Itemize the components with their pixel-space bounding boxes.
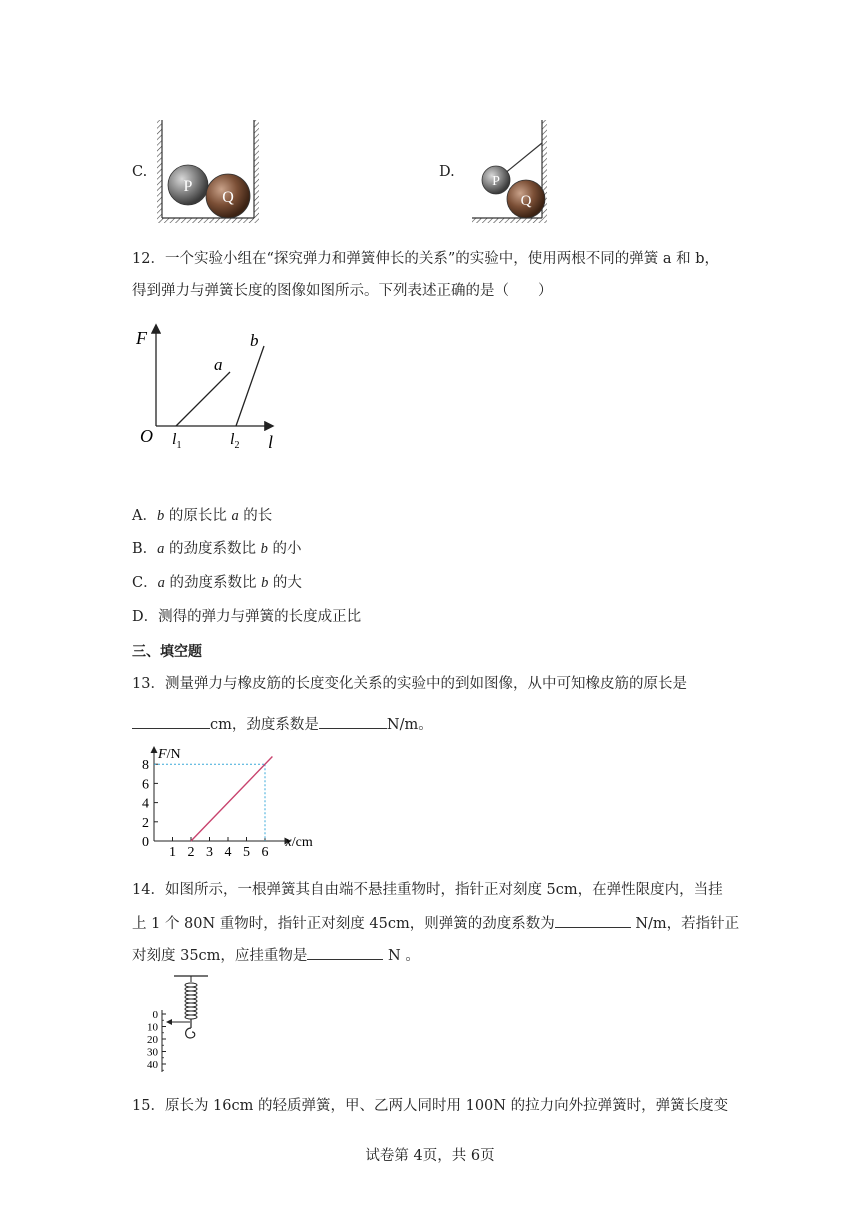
scale-tick-label: 40 [147,1059,158,1071]
option-c-label: C. [132,164,148,180]
y-axis-label: F/N [158,747,181,762]
x-axis-label: x/cm [285,835,313,850]
axis-f-label: F [136,328,147,348]
y-tick-label: 2 [142,815,149,831]
scale-tick-label: 20 [147,1034,158,1046]
option-c-figure [150,118,260,228]
y-tick-label: 6 [142,777,149,793]
q15-text-line1: 15．原长为 16cm 的轻质弹簧，甲、乙两人同时用 100N 的拉力向外拉弹簧时，弹簧长度变 [132,1098,729,1114]
x-tick-label: 6 [261,845,269,860]
option-d-figure [468,118,568,228]
x-tick-label: 3 [206,845,213,860]
tick-l2: $l_2$ [230,431,240,451]
x-tick-label: 1 [169,845,176,860]
x-tick-label: 4 [224,845,232,860]
ball-q-label: Q [520,193,532,209]
q13-chart [128,744,328,860]
tick-l1: $l_1$ [172,431,182,451]
q13-blank-2[interactable] [319,713,387,729]
q14-spring-figure [128,972,218,1082]
spring-coil [185,983,197,1019]
q13-blank-1[interactable] [132,713,210,729]
scale-tick-label: 0 [152,1009,158,1021]
origin-label: O [140,426,153,446]
page-footer: 试卷第 4页，共 6页 [365,1148,495,1164]
y-tick-label: 0 [142,835,149,850]
axis-l-label: l [268,432,274,452]
option-d-label: D. [439,164,455,180]
q14-text-line1: 14．如图所示，一根弹簧其自由端不悬挂重物时，指针正对刻度 5cm，在弹性限度内，当挂 [132,882,723,898]
q12-option-c[interactable]: C．a 的劲度系数比 b 的大 [132,575,302,591]
q14-text-line3: 对刻度 35cm，应挂重物是 N 。 [132,944,420,966]
q12-option-a[interactable]: A．b 的原长比 a 的长 [132,508,273,524]
scale-tick-label: 30 [147,1046,158,1059]
y-tick-label: 8 [142,758,149,774]
q12-text-line2: 得到弹力与弹簧长度的图像如图所示。下列表述正确的是（ ） [132,283,553,299]
y-tick-label: 4 [142,796,149,812]
line-b-label: b [250,331,259,350]
q12-option-b[interactable]: B．a 的劲度系数比 b 的小 [132,541,302,557]
ball-q-label: Q [222,189,234,206]
ball-p-label: P [183,178,193,195]
line-a [176,372,230,426]
data-line [191,757,272,841]
q12-text-line1: 12．一个实验小组在“探究弹力和弹簧伸长的关系”的实验中，使用两根不同的弹簧 a 和 b， [132,251,720,267]
q14-text-line2: 上 1 个 80N 重物时，指针正对刻度 45cm，则弹簧的劲度系数为 N/m，若指针正 [132,912,739,934]
section-heading: 三、填空题 [132,644,202,660]
scale-tick-label: 10 [147,1021,158,1034]
string [504,143,542,174]
q12-option-d[interactable]: D．测得的弹力与弹簧的长度成正比 [132,609,362,625]
q13-text-line2: cm，劲度系数是 N/m。 [132,713,433,735]
q14-blank-1[interactable] [555,912,631,928]
line-a-label: a [214,355,223,374]
x-tick-label: 5 [243,845,250,860]
x-tick-label: 2 [187,845,195,860]
q13-text-line1: 13．测量弹力与橡皮筋的长度变化关系的实验中的到如图像，从中可知橡皮筋的原长是 [132,676,687,692]
q12-graph [132,318,292,458]
ball-p-label: P [492,174,500,189]
q14-blank-2[interactable] [307,944,383,960]
line-b [236,346,264,426]
